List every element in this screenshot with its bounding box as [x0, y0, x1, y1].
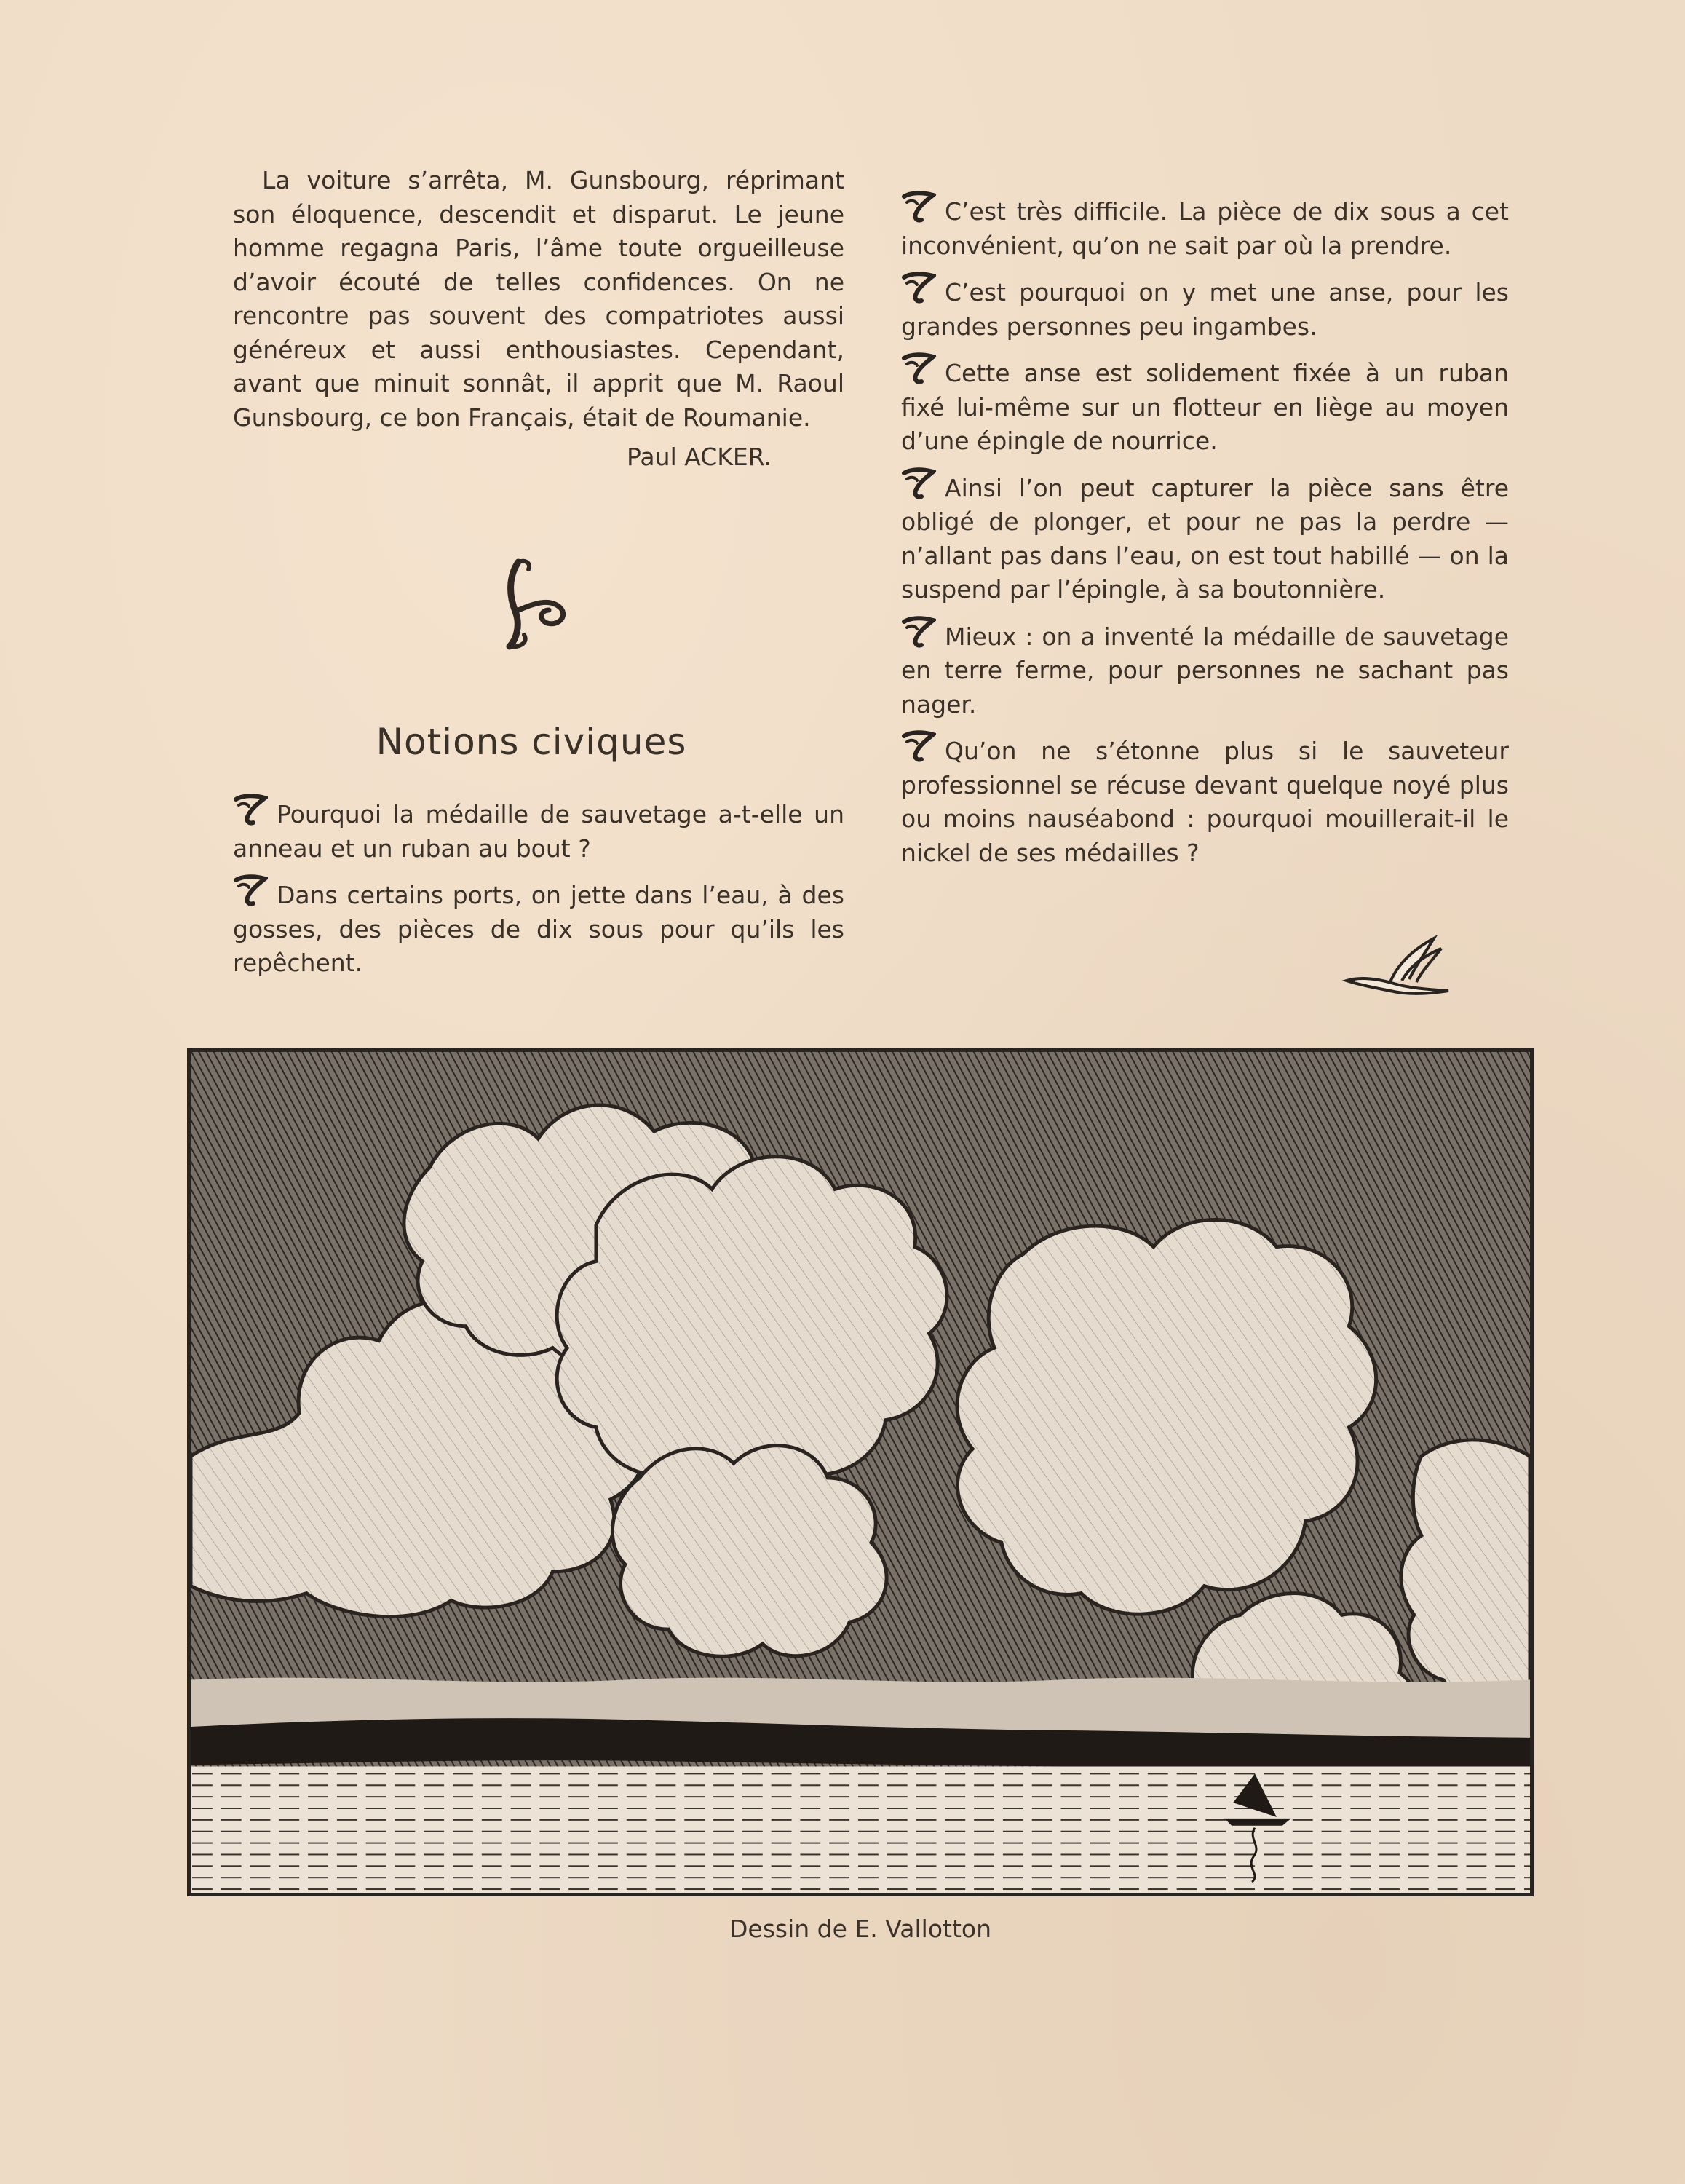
notion-paragraph: [233, 794, 844, 866]
article-paragraph: La voiture s’arrêta, M. Gunsbourg, réprimant son éloquence, descendit et disparut. Le jeune homme regagna Paris, l’âme toute orgueilleuse d’avoir écouté de telles confidences. On ne rencontre pas souvent des compatriotes aussi généreux et aussi enthousiastes. Cependant, avant que minuit sonnât, il apprit que M. Raoul Gunsbourg, ce bon Français, était de Roumanie.: [233, 166, 844, 432]
lettrine-icon: [901, 467, 936, 501]
notion-paragraph: [901, 352, 1509, 459]
notion-paragraph: [233, 874, 844, 981]
notion-text: C’est pourquoi on y met une anse, pour les grandes personnes peu ingambes.: [901, 278, 1509, 341]
section-title: Notions civiques: [376, 721, 687, 763]
notion-text: Dans certains ports, on jette dans l’eau, à des gosses, des pièces de dix sous pour qu’ils les repêchent.: [233, 881, 844, 977]
notion-paragraph: [901, 467, 1509, 607]
right-column-notions: [901, 191, 1509, 879]
lettrine-icon: [901, 191, 936, 224]
notion-paragraph: [901, 730, 1509, 870]
notion-text: Ainsi l’on peut capturer la pièce sans être obligé de plonger, et pour ne pas la perdre — n’allant pas dans l’eau, on est tout habillé — on la suspend par l’épingle, à sa boutonnière.: [901, 473, 1509, 604]
left-column-notions: [233, 794, 844, 989]
seagull-icon: [1339, 928, 1456, 1008]
sea-clouds-illustration: [187, 1048, 1534, 1896]
lettrine-icon: [901, 730, 936, 764]
author-signature: Paul ACKER.: [627, 443, 772, 471]
notion-paragraph: [901, 616, 1509, 722]
lettrine-icon: [901, 352, 936, 386]
floral-ornament-icon: [480, 553, 582, 655]
notion-paragraph: [901, 272, 1509, 344]
notion-paragraph: [901, 191, 1509, 263]
lettrine-icon: [233, 794, 268, 827]
left-column-article-end: [233, 164, 844, 475]
notion-text: C’est très difficile. La pièce de dix sous a cet inconvénient, qu’on ne sait par où la prendre.: [901, 197, 1509, 260]
notion-text: Qu’on ne s’étonne plus si le sauveteur professionnel se récuse devant quelque noyé plus ou moins nauséabond : pourquoi mouillerait-il le nickel de ses médailles ?: [901, 737, 1509, 867]
lettrine-icon: [901, 616, 936, 649]
notion-text: Cette anse est solidement fixée à un ruban fixé lui-même sur un flotteur en liège au moyen d’une épingle de nourrice.: [901, 359, 1509, 455]
notion-text: Mieux : on a inventé la médaille de sauvetage en terre ferme, pour personnes ne sachant pas nager.: [901, 622, 1509, 719]
illustration-caption: Dessin de E. Vallotton: [729, 1915, 991, 1943]
lettrine-icon: [233, 874, 268, 908]
lettrine-icon: [901, 272, 936, 305]
notion-text: Pourquoi la médaille de sauvetage a-t-elle un anneau et un ruban au bout ?: [233, 800, 844, 863]
